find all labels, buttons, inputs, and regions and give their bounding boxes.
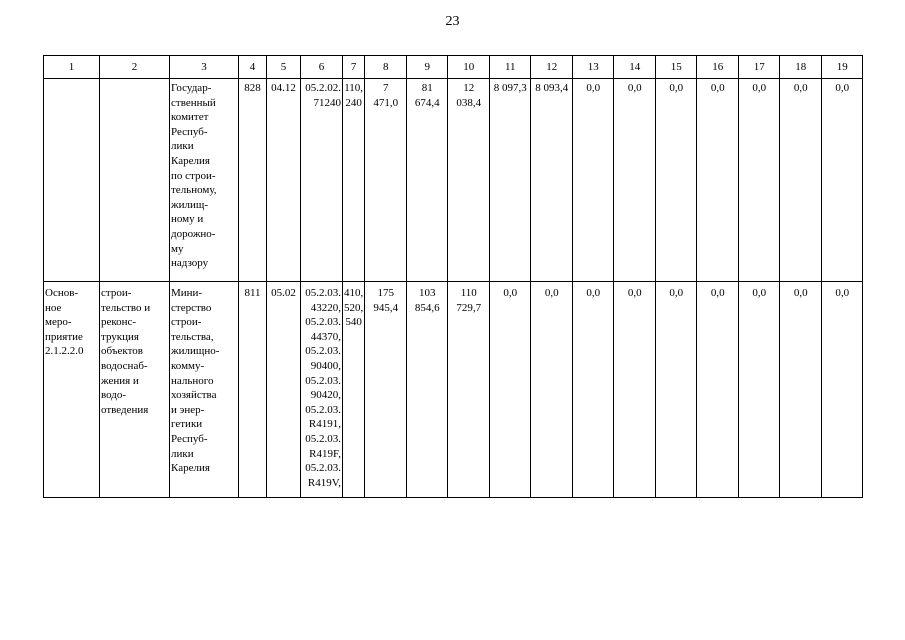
cell-section: 05.02 — [267, 282, 301, 498]
column-header: 11 — [490, 56, 531, 79]
table-row — [44, 79, 863, 282]
column-header: 18 — [780, 56, 822, 79]
cell-value-19: 0,0 — [822, 79, 863, 282]
column-header: 5 — [267, 56, 301, 79]
column-header: 2 — [100, 56, 170, 79]
cell-section: 04.12 — [267, 79, 301, 282]
cell-target-article: 05.2.03. 43220, 05.2.03. 44370, 05.2.03. 90400, 05.2.03. 90420, 05.2.03. R4191, 05.2.03. R419F, 05.2.03. R419V, — [301, 282, 343, 498]
cell-value-9: 103 854,6 — [407, 282, 448, 498]
cell-expense-type: 110, 240 — [343, 79, 365, 282]
cell-value-13: 0,0 — [573, 79, 614, 282]
cell-value-17: 0,0 — [739, 282, 780, 498]
column-header: 17 — [739, 56, 780, 79]
column-header: 16 — [697, 56, 739, 79]
budget-table-body — [44, 56, 863, 498]
column-header: 19 — [822, 56, 863, 79]
cell-value-8: 7 471,0 — [365, 79, 407, 282]
cell-expense-type: 410, 520, 540 — [343, 282, 365, 498]
cell-event: Основ- ное меро- приятие 2.1.2.2.0 — [44, 282, 100, 498]
budget-table — [43, 55, 863, 498]
column-header: 4 — [239, 56, 267, 79]
header-row — [44, 56, 863, 79]
cell-value-19: 0,0 — [822, 282, 863, 498]
cell-value-9: 81 674,4 — [407, 79, 448, 282]
column-header: 15 — [656, 56, 697, 79]
cell-value-17: 0,0 — [739, 79, 780, 282]
table-row — [44, 282, 863, 498]
cell-responsible: Государ- ственный комитет Респуб- лики Карелия по строи- тельному, жилищ- ному и дорожно- му надзору — [170, 79, 239, 282]
cell-value-15: 0,0 — [656, 282, 697, 498]
column-header: 9 — [407, 56, 448, 79]
cell-grbs: 811 — [239, 282, 267, 498]
column-header: 3 — [170, 56, 239, 79]
cell-value-10: 12 038,4 — [448, 79, 490, 282]
column-header: 13 — [573, 56, 614, 79]
column-header: 7 — [343, 56, 365, 79]
column-header: 12 — [531, 56, 573, 79]
cell-target-article: 05.2.02. 71240 — [301, 79, 343, 282]
cell-value-14: 0,0 — [614, 79, 656, 282]
column-header: 1 — [44, 56, 100, 79]
cell-grbs: 828 — [239, 79, 267, 282]
column-header: 10 — [448, 56, 490, 79]
cell-value-16: 0,0 — [697, 282, 739, 498]
cell-responsible: Мини- стерство строи- тельства, жилищно- комму- нального хозяйства и энер- гетики Респуб- лики Карелия — [170, 282, 239, 498]
cell-value-18: 0,0 — [780, 282, 822, 498]
cell-value-10: 110 729,7 — [448, 282, 490, 498]
column-header: 6 — [301, 56, 343, 79]
cell-value-14: 0,0 — [614, 282, 656, 498]
page-number: 23 — [445, 14, 460, 29]
cell-value-15: 0,0 — [656, 79, 697, 282]
cell-value-12: 0,0 — [531, 282, 573, 498]
cell-value-11: 0,0 — [490, 282, 531, 498]
column-header: 8 — [365, 56, 407, 79]
cell-value-16: 0,0 — [697, 79, 739, 282]
cell-value-11: 8 097,3 — [490, 79, 531, 282]
column-header: 14 — [614, 56, 656, 79]
cell-value-12: 8 093,4 — [531, 79, 573, 282]
cell-description: строи- тельство и реконс- трукция объектов водоснаб- жения и водо- отведения — [100, 282, 170, 498]
cell-value-18: 0,0 — [780, 79, 822, 282]
cell-description — [100, 79, 170, 282]
cell-event — [44, 79, 100, 282]
cell-value-8: 175 945,4 — [365, 282, 407, 498]
cell-value-13: 0,0 — [573, 282, 614, 498]
